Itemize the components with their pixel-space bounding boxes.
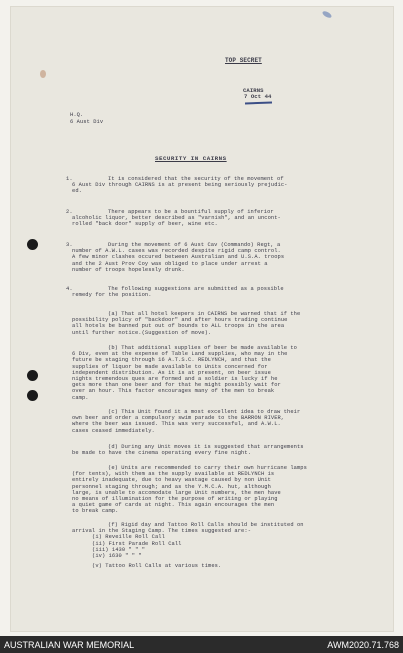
paragraph-line: ed. xyxy=(72,188,82,195)
paragraph-line: number of A.W.L. cases was recorded despite rigid camp control. xyxy=(72,248,281,255)
paragraph-line: number of troops hopelessly drunk. xyxy=(72,266,185,273)
paragraph-line: over an hour. This factor encourages many of the men to break xyxy=(72,388,275,395)
paragraph-line: alcoholic liquor, better described as "varnish", and an uncont- xyxy=(72,215,281,222)
paragraph-line: where the beer was issued. This was very successful, and A.W.L. xyxy=(72,421,281,428)
paragraph-line: (e) Units are recommended to carry their own hurricane lamps xyxy=(108,465,307,471)
paragraph-1 xyxy=(66,176,376,195)
paragraph-line: remedy for the position. xyxy=(72,292,152,299)
paragraph-line: It is considered that the security of the movement of xyxy=(108,176,284,182)
paragraph-line: no means of illumination for the purpose of writing or playing xyxy=(72,496,278,503)
paragraph-line: a quiet game of cards at night. This again encourages the men xyxy=(72,502,275,509)
subparagraph-b xyxy=(72,345,376,401)
paragraph-line: 6 Aust Div through CAIRNS is at present being seriously prejudic- xyxy=(72,182,288,189)
paragraph-line: until further notice.(Suggestion of move). xyxy=(72,329,212,336)
paragraph-line: personnel staging through; and as the Y.M.C.A. hut, although xyxy=(72,483,271,490)
paragraph-4 xyxy=(66,286,376,299)
paragraph-line: (c) This Unit found it a most excellent idea to draw their xyxy=(108,409,301,415)
roll-call-item: (iv) 1630 " " " xyxy=(92,553,142,560)
paragraph-line: (f) Rigid day and Tattoo Roll Calls should be instituted on xyxy=(108,522,304,528)
classification-heading: TOP SECRET xyxy=(225,57,262,64)
paragraph-line: future be staging through 16 A.T.S.C. REDLYNCH, and that the xyxy=(72,357,271,364)
document-page xyxy=(10,6,394,632)
roll-call-item: (v) Tattoo Roll Calls at various times. xyxy=(92,563,222,570)
paragraph-line: gets more than one beer and for that he might possibly wait for xyxy=(72,382,281,389)
paragraph-line: (d) During any Unit moves it is suggested that arrangements xyxy=(108,444,304,450)
paragraph-line: to break camp. xyxy=(72,508,119,515)
document-place: CAIRNS xyxy=(243,87,264,94)
paragraph-line: camp. xyxy=(72,394,89,401)
paragraph-line: During the movement of 6 Aust Cav (Commando) Regt, a xyxy=(108,242,281,248)
footer-bar xyxy=(0,636,403,653)
subparagraph-e xyxy=(72,465,376,515)
paragraph-line: The following suggestions are submitted as a possible xyxy=(108,286,284,292)
paragraph-number: 4. xyxy=(66,286,73,292)
document-title: SECURITY IN CAIRNS xyxy=(155,155,227,162)
addressee-block xyxy=(70,112,103,125)
subparagraph-c xyxy=(72,409,376,434)
subparagraph-f xyxy=(72,522,376,569)
paragraph-line: all hotels be banned put out of bounds to ALL troops in the area xyxy=(72,323,285,330)
paragraph-line: arrival in the Staging Camp. The times suggested are:- xyxy=(72,528,252,535)
paragraph-line: (b) That additional supplies of beer be made available to xyxy=(108,345,297,351)
roll-call-item: (iii) 1430 " " " xyxy=(92,546,146,553)
paragraph-line: There appears to be a bountiful supply of inferior xyxy=(108,209,274,215)
footer-source: AUSTRALIAN WAR MEMORIAL xyxy=(4,640,135,650)
paragraph-line: large, is unable to accomodate large Unit numbers, the men have xyxy=(72,489,281,496)
paragraph-line: (for tents), with them as the supply available at REDLYNCH is xyxy=(72,471,275,478)
paragraph-line: supplies of liquor be made available to Units concerned for xyxy=(72,363,268,370)
paragraph-number: 3. xyxy=(66,242,73,248)
addressee-line: 6 Aust Div xyxy=(70,118,104,125)
paragraph-line: rolled "back door" supply of beer, wine etc. xyxy=(72,221,218,228)
subparagraph-d xyxy=(72,444,376,456)
paragraph-line: A few minor clashes occured between Australian and U.S.A. troops xyxy=(72,254,285,261)
pen-underline xyxy=(245,102,272,105)
paragraph-line: possibility policy of "backdoor" and after hours trading continue xyxy=(72,317,288,324)
paragraph-line: and the 2 Aust Prov Coy was obliged to place under arrest a xyxy=(72,260,268,267)
paragraph-line: own beer and order a compulsory swim parade to the BARRON RIVER, xyxy=(72,415,285,422)
footer-catalogue-id: AWM2020.71.768 xyxy=(327,640,399,650)
addressee-line: H.Q. xyxy=(70,112,84,118)
paragraph-line: be made to have the cinema operating every fine night. xyxy=(72,450,252,457)
paragraph-number: 2. xyxy=(66,209,73,215)
paragraph-3 xyxy=(66,242,376,273)
roll-call-item: (ii) First Parade Roll Call xyxy=(92,540,182,547)
paragraph-number: 1. xyxy=(66,176,73,182)
paragraph-line: entirely inadequate, due to heavy wastage caused by non Unit xyxy=(72,477,271,484)
document-date: 7 Oct 44 xyxy=(244,93,272,100)
subparagraph-a xyxy=(72,311,376,336)
paragraph-line: cases ceased immediately. xyxy=(72,427,155,434)
paragraph-line: independent distribution. As it is at present, on beer issue xyxy=(72,369,271,376)
paragraph-line: 6 Div, even at the expense of Table Land supplies, who may in the xyxy=(72,351,288,358)
document-body xyxy=(10,6,394,632)
roll-call-item: (i) Reveille Roll Call xyxy=(92,534,165,541)
paragraph-line: nights tremendous ques are formed and a soldier is lucky if he xyxy=(72,376,278,383)
paragraph-line: (a) That all hotel keepers in CAIRNS be warned that if the xyxy=(108,311,301,317)
paragraph-2 xyxy=(66,209,376,228)
